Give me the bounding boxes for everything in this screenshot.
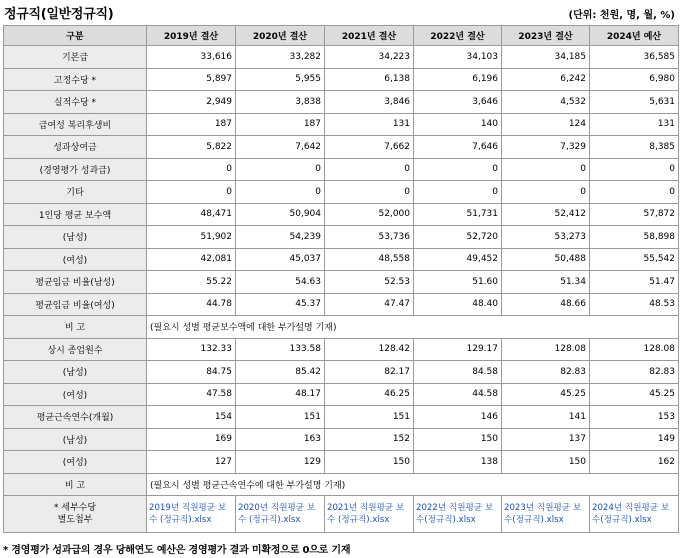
column-header: 2021년 결산 bbox=[325, 26, 414, 46]
table-cell: 150 bbox=[502, 451, 590, 474]
row-label: 평균임금 비율(남성) bbox=[4, 271, 147, 294]
table-cell: 51.60 bbox=[414, 271, 502, 294]
row-label: 상시 종업원수 bbox=[4, 338, 147, 361]
row-label: 비 고 bbox=[4, 473, 147, 496]
table-cell: 140 bbox=[414, 113, 502, 136]
table-cell: 85.42 bbox=[236, 361, 325, 384]
table-cell: 129.17 bbox=[414, 338, 502, 361]
table-cell: 36,585 bbox=[590, 46, 679, 69]
attachment-link[interactable]: 2024년 직원평균 보수(정규직).xlsx bbox=[590, 496, 679, 533]
table-cell: 53,736 bbox=[325, 226, 414, 249]
table-cell: 131 bbox=[325, 113, 414, 136]
table-cell: 46.25 bbox=[325, 383, 414, 406]
table-cell: 0 bbox=[414, 181, 502, 204]
table-cell: 45.25 bbox=[502, 383, 590, 406]
row-label: (경영평가 성과급) bbox=[4, 158, 147, 181]
column-header: 2019년 결산 bbox=[147, 26, 236, 46]
table-cell: 0 bbox=[147, 181, 236, 204]
table-cell: 50,488 bbox=[502, 248, 590, 271]
table-row bbox=[4, 451, 679, 474]
table-cell: 45.25 bbox=[590, 383, 679, 406]
table-row bbox=[4, 338, 679, 361]
column-header: 2022년 결산 bbox=[414, 26, 502, 46]
row-label: (남성) bbox=[4, 428, 147, 451]
table-cell: 50,904 bbox=[236, 203, 325, 226]
table-row bbox=[4, 226, 679, 249]
pay-section bbox=[4, 46, 679, 316]
table-row bbox=[4, 181, 679, 204]
column-header: 2020년 결산 bbox=[236, 26, 325, 46]
row-label: 평균임금 비율(여성) bbox=[4, 293, 147, 316]
row-label: 비 고 bbox=[4, 316, 147, 339]
table-cell: 128.08 bbox=[590, 338, 679, 361]
table-cell: 48.66 bbox=[502, 293, 590, 316]
unit-note: (단위: 천원, 명, 월, %) bbox=[568, 10, 675, 21]
table-cell: 54,239 bbox=[236, 226, 325, 249]
table-cell: 7,646 bbox=[414, 136, 502, 159]
table-cell: 33,616 bbox=[147, 46, 236, 69]
table-cell: 84.58 bbox=[414, 361, 502, 384]
table-cell: 34,185 bbox=[502, 46, 590, 69]
table-row bbox=[4, 406, 679, 429]
table-cell: 57,872 bbox=[590, 203, 679, 226]
table-cell: 0 bbox=[147, 158, 236, 181]
note-text: (필요시 성별 평균근속연수에 대한 부가설명 기재) bbox=[147, 473, 679, 496]
table-cell: 150 bbox=[414, 428, 502, 451]
table-cell: 52,000 bbox=[325, 203, 414, 226]
column-header: 2024년 예산 bbox=[590, 26, 679, 46]
row-label: 급여성 복리후생비 bbox=[4, 113, 147, 136]
table-cell: 84.75 bbox=[147, 361, 236, 384]
attachment-label bbox=[4, 496, 147, 533]
table-cell: 0 bbox=[502, 158, 590, 181]
table-cell: 5,955 bbox=[236, 68, 325, 91]
table-row bbox=[4, 316, 679, 339]
table-cell: 52,412 bbox=[502, 203, 590, 226]
table-cell: 51,731 bbox=[414, 203, 502, 226]
row-label: 기본급 bbox=[4, 46, 147, 69]
table-cell: 7,642 bbox=[236, 136, 325, 159]
table-row bbox=[4, 158, 679, 181]
table-cell: 34,103 bbox=[414, 46, 502, 69]
column-header: 구분 bbox=[4, 26, 147, 46]
table-cell: 0 bbox=[325, 181, 414, 204]
table-row bbox=[4, 248, 679, 271]
table-cell: 187 bbox=[236, 113, 325, 136]
table-row bbox=[4, 473, 679, 496]
staff-section bbox=[4, 338, 679, 473]
staff-note-section bbox=[4, 473, 679, 496]
pay-note-section bbox=[4, 316, 679, 339]
attachment-row bbox=[4, 496, 679, 533]
table-cell: 129 bbox=[236, 451, 325, 474]
table-cell: 55.22 bbox=[147, 271, 236, 294]
table-cell: 0 bbox=[414, 158, 502, 181]
table-row bbox=[4, 68, 679, 91]
table-cell: 53,273 bbox=[502, 226, 590, 249]
table-row bbox=[4, 203, 679, 226]
table-cell: 2,949 bbox=[147, 91, 236, 114]
table-cell: 51.47 bbox=[590, 271, 679, 294]
table-cell: 33,282 bbox=[236, 46, 325, 69]
attachment-section bbox=[4, 496, 679, 533]
table-cell: 5,897 bbox=[147, 68, 236, 91]
table-cell: 0 bbox=[502, 181, 590, 204]
attachment-link[interactable]: 2022년 직원평균 보수(정규직).xlsx bbox=[414, 496, 502, 533]
table-cell: 3,838 bbox=[236, 91, 325, 114]
table-cell: 151 bbox=[325, 406, 414, 429]
table-cell: 6,196 bbox=[414, 68, 502, 91]
table-cell: 133.58 bbox=[236, 338, 325, 361]
attachment-label-line2: 별도첨부 bbox=[57, 515, 93, 525]
table-cell: 124 bbox=[502, 113, 590, 136]
attachment-link[interactable]: 2021년 직원평균 보수 (정규직).xlsx bbox=[325, 496, 414, 533]
table-cell: 7,662 bbox=[325, 136, 414, 159]
table-cell: 44.78 bbox=[147, 293, 236, 316]
table-cell: 3,846 bbox=[325, 91, 414, 114]
attachment-link[interactable]: 2020년 직원평균 보수 (정규직).xlsx bbox=[236, 496, 325, 533]
row-label: (여성) bbox=[4, 383, 147, 406]
row-label: (남성) bbox=[4, 226, 147, 249]
table-cell: 51.34 bbox=[502, 271, 590, 294]
table-cell: 151 bbox=[236, 406, 325, 429]
table-cell: 131 bbox=[590, 113, 679, 136]
table-cell: 146 bbox=[414, 406, 502, 429]
table-row bbox=[4, 293, 679, 316]
table-cell: 0 bbox=[236, 181, 325, 204]
table-cell: 128.08 bbox=[502, 338, 590, 361]
row-label: 성과상여금 bbox=[4, 136, 147, 159]
table-cell: 52,720 bbox=[414, 226, 502, 249]
row-label: 고정수당 * bbox=[4, 68, 147, 91]
row-label: (남성) bbox=[4, 361, 147, 384]
table-cell: 127 bbox=[147, 451, 236, 474]
table-cell: 82.83 bbox=[590, 361, 679, 384]
table-row bbox=[4, 46, 679, 69]
table-cell: 48,558 bbox=[325, 248, 414, 271]
table-cell: 169 bbox=[147, 428, 236, 451]
page-header bbox=[0, 0, 681, 26]
table-cell: 48,471 bbox=[147, 203, 236, 226]
table-cell: 0 bbox=[325, 158, 414, 181]
column-header: 2023년 결산 bbox=[502, 26, 590, 46]
table-cell: 162 bbox=[590, 451, 679, 474]
table-cell: 48.40 bbox=[414, 293, 502, 316]
table-row bbox=[4, 383, 679, 406]
table-cell: 58,898 bbox=[590, 226, 679, 249]
attachment-label-line1: * 세부수당 bbox=[53, 503, 97, 513]
table-row bbox=[4, 428, 679, 451]
table-cell: 52.53 bbox=[325, 271, 414, 294]
table-cell: 154 bbox=[147, 406, 236, 429]
table-cell: 34,223 bbox=[325, 46, 414, 69]
table-cell: 187 bbox=[147, 113, 236, 136]
note-text: (필요시 성별 평균보수액에 대한 부가설명 기재) bbox=[147, 316, 679, 339]
table-cell: 55,542 bbox=[590, 248, 679, 271]
table-cell: 8,385 bbox=[590, 136, 679, 159]
table-cell: 128.42 bbox=[325, 338, 414, 361]
table-row bbox=[4, 136, 679, 159]
table-cell: 6,138 bbox=[325, 68, 414, 91]
table-cell: 51,902 bbox=[147, 226, 236, 249]
table-cell: 5,822 bbox=[147, 136, 236, 159]
table-cell: 45.37 bbox=[236, 293, 325, 316]
page-title: 정규직(일반정규직) bbox=[4, 7, 114, 22]
table-cell: 54.63 bbox=[236, 271, 325, 294]
table-row bbox=[4, 361, 679, 384]
salary-table bbox=[3, 25, 679, 533]
row-label: 실적수당 * bbox=[4, 91, 147, 114]
table-cell: 0 bbox=[236, 158, 325, 181]
table-cell: 48.17 bbox=[236, 383, 325, 406]
attachment-link[interactable]: 2023년 직원평균 보수(정규직).xlsx bbox=[502, 496, 590, 533]
table-cell: 3,646 bbox=[414, 91, 502, 114]
table-cell: 4,532 bbox=[502, 91, 590, 114]
table-cell: 141 bbox=[502, 406, 590, 429]
table-row bbox=[4, 113, 679, 136]
table-header-row bbox=[4, 26, 679, 46]
table-row bbox=[4, 271, 679, 294]
table-cell: 82.17 bbox=[325, 361, 414, 384]
table-cell: 163 bbox=[236, 428, 325, 451]
table-cell: 0 bbox=[590, 181, 679, 204]
table-cell: 47.58 bbox=[147, 383, 236, 406]
table-cell: 48.53 bbox=[590, 293, 679, 316]
table-cell: 149 bbox=[590, 428, 679, 451]
table-cell: 153 bbox=[590, 406, 679, 429]
table-cell: 5,631 bbox=[590, 91, 679, 114]
row-label: (여성) bbox=[4, 451, 147, 474]
row-label: 평균근속연수(개월) bbox=[4, 406, 147, 429]
row-label: 기타 bbox=[4, 181, 147, 204]
table-cell: 150 bbox=[325, 451, 414, 474]
footnote: * 경영평가 성과급의 경우 당해연도 예산은 경영평가 결과 미확정으로 0으로 기재 bbox=[3, 545, 351, 556]
table-row bbox=[4, 91, 679, 114]
table-cell: 82.83 bbox=[502, 361, 590, 384]
table-cell: 6,242 bbox=[502, 68, 590, 91]
table-cell: 44.58 bbox=[414, 383, 502, 406]
table-cell: 138 bbox=[414, 451, 502, 474]
table-cell: 42,081 bbox=[147, 248, 236, 271]
attachment-link[interactable]: 2019년 직원평균 보수 (정규직).xlsx bbox=[147, 496, 236, 533]
table-cell: 7,329 bbox=[502, 136, 590, 159]
table-cell: 137 bbox=[502, 428, 590, 451]
row-label: 1인당 평균 보수액 bbox=[4, 203, 147, 226]
table-cell: 0 bbox=[590, 158, 679, 181]
table-cell: 47.47 bbox=[325, 293, 414, 316]
table-cell: 152 bbox=[325, 428, 414, 451]
table-cell: 49,452 bbox=[414, 248, 502, 271]
table-cell: 132.33 bbox=[147, 338, 236, 361]
table-cell: 45,037 bbox=[236, 248, 325, 271]
row-label: (여성) bbox=[4, 248, 147, 271]
table-cell: 6,980 bbox=[590, 68, 679, 91]
